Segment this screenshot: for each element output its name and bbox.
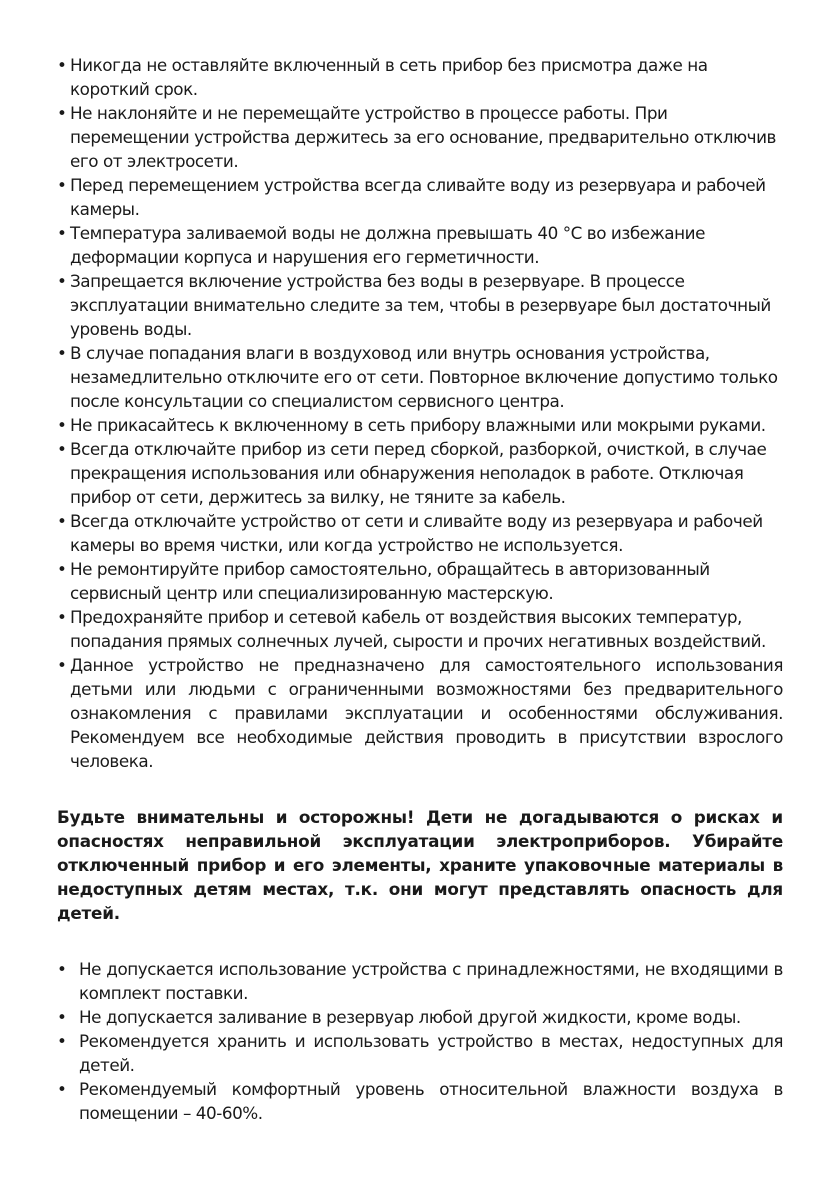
list-item-text: Температура заливаемой воды не должна превышать 40 °С во избежание деформации корпуса и нарушения его герметичности. (70, 223, 705, 267)
bullet-icon: • (57, 1079, 67, 1099)
list-item (57, 605, 783, 653)
list-item-text: Не допускается использование устройства с принадлежностями, не входящими в комплект поставки. (79, 959, 783, 1003)
list-item (57, 1077, 783, 1125)
list-item-text: Предохраняйте прибор и сетевой кабель от воздействия высоких температур, попадания прямых солнечных лучей, сырости и прочих негативных воздействий. (70, 607, 766, 651)
bullet-icon: • (57, 1007, 67, 1027)
list-item-text: Запрещается включение устройства без воды в резервуаре. В процессе эксплуатации внимательно следите за тем, чтобы в резервуаре был достаточный уровень воды. (70, 271, 771, 339)
list-item (57, 437, 783, 509)
list-item (57, 557, 783, 605)
bullet-icon: • (57, 271, 67, 291)
safety-list (57, 53, 783, 773)
bullet-icon: • (57, 415, 67, 435)
list-item (57, 1029, 783, 1077)
list-item (57, 957, 783, 1005)
list-item (57, 653, 783, 773)
list-item-text: Рекомендуемый комфортный уровень относительной влажности воздуха в помещении – 40-60%. (79, 1079, 783, 1123)
list-item-text: Всегда отключайте устройство от сети и сливайте воду из резервуара и рабочей камеры во время чистки, или когда устройство не используется. (70, 511, 763, 555)
bullet-icon: • (57, 959, 67, 979)
list-item-text: Перед перемещением устройства всегда сливайте воду из резервуара и рабочей камеры. (70, 175, 766, 219)
bullet-icon: • (57, 223, 67, 243)
bullet-icon: • (57, 343, 67, 363)
bullet-icon: • (57, 607, 67, 627)
bullet-icon: • (57, 55, 67, 75)
list-item (57, 1005, 783, 1029)
bullet-icon: • (57, 655, 67, 675)
list-item (57, 413, 783, 437)
list-item-text: Рекомендуется хранить и использовать устройство в местах, недоступных для детей. (79, 1031, 783, 1075)
list-item (57, 509, 783, 557)
list-item-text: Никогда не оставляйте включенный в сеть прибор без присмотра даже на короткий срок. (70, 55, 708, 99)
usage-list (57, 957, 783, 1125)
bullet-icon: • (57, 511, 67, 531)
list-item-text: Не ремонтируйте прибор самостоятельно, обращайтесь в авторизованный сервисный центр или специализированную мастерскую. (70, 559, 710, 603)
list-item-text: Данное устройство не предназначено для самостоятельного использования детьми или людьми с ограниченными возможностями без предварительного ознакомления с правилами эксплуатации и особенностями обслуживания. Рекомендуем все необходимые действия проводить в присутствии взрослого человека. (70, 655, 783, 771)
list-item (57, 341, 783, 413)
list-item-text: Всегда отключайте прибор из сети перед сборкой, разборкой, очисткой, в случае прекращения использования или обнаружения неполадок в работе. Отключая прибор от сети, держитесь за вилку, не тяните за кабель. (70, 439, 767, 507)
children-warning: Будьте внимательны и осторожны! Дети не догадываются о рисках и опасностях неправильной эксплуатации электроприборов. Убирайте отключенный прибор и его элементы, храните упаковочные материалы в недоступных детям местах, т.к. они могут представлять опасность для детей. (57, 807, 783, 923)
list-item (57, 173, 783, 221)
list-item (57, 53, 783, 101)
bullet-icon: • (57, 103, 67, 123)
list-item-text: В случае попадания влаги в воздуховод или внутрь основания устройства, незамедлительно отключите его от сети. Повторное включение допустимо только после консультации со специалистом сервисного центра. (70, 343, 778, 411)
bullet-icon: • (57, 1031, 67, 1051)
bullet-icon: • (57, 175, 67, 195)
document-page (57, 53, 783, 1125)
list-item-text: Не наклоняйте и не перемещайте устройство в процессе работы. При перемещении устройства держитесь за его основание, предварительно отключив его от электросети. (70, 103, 777, 171)
list-item-text: Не допускается заливание в резервуар любой другой жидкости, кроме воды. (79, 1007, 741, 1027)
bullet-icon: • (57, 559, 67, 579)
list-item-text: Не прикасайтесь к включенному в сеть прибору влажными или мокрыми руками. (70, 415, 766, 435)
list-item (57, 221, 783, 269)
bullet-icon: • (57, 439, 67, 459)
list-item (57, 269, 783, 341)
list-item (57, 101, 783, 173)
